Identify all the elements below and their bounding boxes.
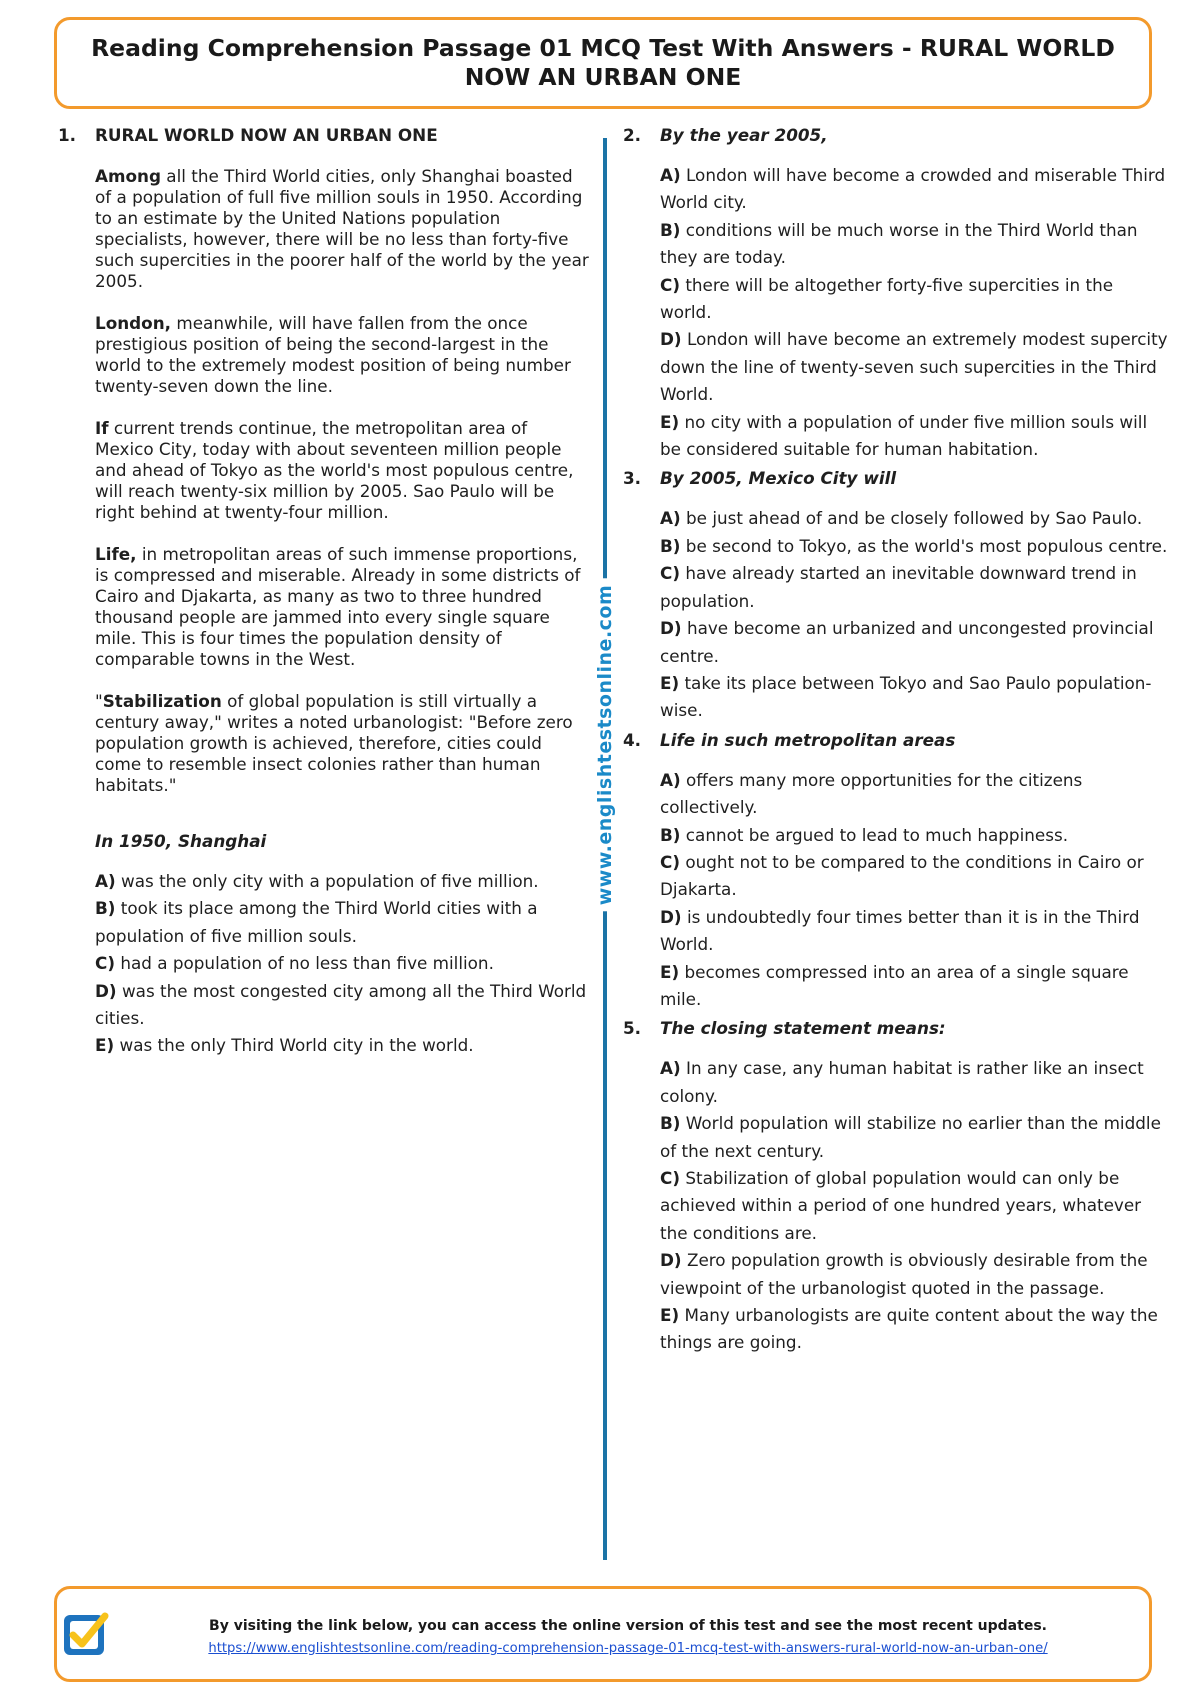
passage-heading: [58, 124, 591, 146]
option-text: London will have become a crowded and miserable Third World city.: [660, 165, 1166, 213]
question-block: [623, 467, 1168, 724]
option-letter: E): [660, 411, 680, 432]
option-letter: D): [660, 906, 682, 927]
question-block: [623, 1017, 1168, 1356]
question-text: The closing statement means:: [660, 1018, 946, 1039]
answer-option[interactable]: [660, 272, 1168, 327]
passage-paragraph: [95, 691, 591, 796]
option-letter: B): [660, 1113, 681, 1134]
answer-options: [660, 162, 1168, 463]
option-text: there will be altogether forty-five supercities in the world.: [660, 274, 1114, 323]
option-text: have become an urbanized and uncongested provincial centre.: [660, 618, 1154, 666]
question-heading: [58, 830, 591, 852]
answer-option[interactable]: [660, 505, 1168, 532]
question-heading: [623, 467, 1168, 489]
option-text: London will have become an extremely modest supercity down the line of twenty-seven such supercities in the Third World.: [660, 329, 1168, 405]
option-text: was the only city with a population of five million.: [115, 871, 539, 891]
paragraph-text: meanwhile, will have fallen from the once prestigious position of being the second-largest in the world to the extremely modest position of being number twenty-seven down the line.: [95, 313, 571, 396]
option-text: becomes compressed into an area of a single square mile.: [660, 961, 1129, 1009]
passage-paragraph: [95, 313, 591, 397]
footer-link[interactable]: https://www.englishtestsonline.com/reading-comprehension-passage-01-mcq-test-with-answers-rural-world-now-an-urban-one/: [208, 1641, 1048, 1656]
footer-text: [117, 1615, 1139, 1660]
passage-title: RURAL WORLD NOW AN URBAN ONE: [95, 125, 438, 145]
option-letter: B): [660, 535, 681, 556]
paragraph-lead-word: If: [95, 418, 109, 438]
paragraph-text: all the Third World cities, only Shanghai boasted of a population of full five million souls in 1950. According to an estimate by the United Nations population specialists, however, there will be no less than forty-five such supercities in the poorer half of the world by the year 2005.: [95, 166, 589, 291]
passage-paragraph: [95, 418, 591, 523]
passage-paragraph: [95, 544, 591, 670]
answer-option[interactable]: [660, 1055, 1168, 1110]
question-number: [58, 830, 95, 852]
paragraph-lead-word: Life,: [95, 544, 137, 564]
option-letter: C): [660, 1168, 680, 1188]
option-letter: B): [660, 824, 681, 845]
option-text: Stabilization of global population would can only be achieved within a period of one hundred years, whatever the conditions are.: [660, 1168, 1142, 1243]
answer-option[interactable]: [660, 670, 1168, 725]
answer-options: [95, 868, 591, 1060]
question-number: 5.: [623, 1018, 642, 1039]
answer-option[interactable]: [660, 1302, 1168, 1357]
option-text: is undoubtedly four times better than it is in the Third World.: [660, 906, 1140, 955]
answer-option[interactable]: [95, 950, 591, 977]
option-text: World population will stabilize no earlier than the middle of the next century.: [660, 1113, 1161, 1161]
title-box: [54, 17, 1152, 109]
option-text: be second to Tokyo, as the world's most populous centre.: [680, 535, 1168, 556]
option-text: conditions will be much worse in the Third World than they are today.: [660, 219, 1138, 268]
paragraph-lead-word: Stabilization: [102, 691, 222, 711]
option-text: ought not to be compared to the conditions in Cairo or Djakarta.: [660, 851, 1144, 900]
option-letter: A): [660, 165, 681, 185]
answer-option[interactable]: [660, 822, 1168, 849]
passage-number: 1.: [58, 125, 77, 145]
answer-option[interactable]: [660, 560, 1168, 615]
right-column: [623, 124, 1168, 1357]
option-letter: D): [660, 329, 682, 350]
option-letter: D): [660, 1250, 682, 1271]
option-letter: D): [95, 980, 117, 1001]
answer-option[interactable]: [660, 615, 1168, 670]
page-title-line-1: Reading Comprehension Passage 01 MCQ Test With Answers - RURAL WORLD: [91, 34, 1115, 62]
option-letter: A): [660, 1058, 681, 1079]
option-text: have already started an inevitable downward trend in population.: [660, 563, 1137, 611]
option-letter: A): [660, 769, 681, 790]
answer-option[interactable]: [660, 1247, 1168, 1302]
option-letter: E): [660, 672, 680, 693]
answer-option[interactable]: [95, 978, 591, 1033]
question-number: 2.: [623, 125, 642, 145]
question-text: Life in such metropolitan areas: [660, 729, 956, 750]
answer-option[interactable]: [660, 1110, 1168, 1165]
option-text: be just ahead of and be closely followed by Sao Paulo.: [680, 508, 1143, 529]
question-text: By 2005, Mexico City will: [660, 468, 897, 489]
answer-option[interactable]: [660, 767, 1168, 822]
option-text: no city with a population of under five million souls will be considered suitable for human habitation.: [660, 411, 1148, 460]
option-text: offers many more opportunities for the citizens collectively.: [660, 769, 1083, 818]
question-text: By the year 2005,: [660, 125, 828, 145]
answer-option[interactable]: [660, 409, 1168, 464]
question-block: [623, 729, 1168, 1014]
option-letter: D): [660, 618, 682, 639]
option-text: Zero population growth is obviously desirable from the viewpoint of the urbanologist quoted in the passage.: [660, 1250, 1148, 1298]
question-text: In 1950, Shanghai: [95, 831, 267, 851]
answer-option[interactable]: [95, 868, 591, 895]
option-text: Many urbanologists are quite content about the way the things are going.: [660, 1305, 1158, 1353]
question-heading: [623, 1017, 1168, 1039]
left-column: [58, 124, 591, 1060]
answer-option[interactable]: [660, 162, 1168, 217]
question-number: 3.: [623, 468, 642, 489]
paragraph-lead-word: Among: [95, 166, 161, 186]
page-title-line-2: NOW AN URBAN ONE: [464, 63, 742, 91]
option-letter: B): [95, 898, 116, 919]
answer-option[interactable]: [660, 849, 1168, 904]
option-text: take its place between Tokyo and Sao Paulo population-wise.: [660, 672, 1152, 721]
answer-option[interactable]: [95, 1032, 591, 1059]
answer-option[interactable]: [660, 533, 1168, 560]
answer-options: [660, 767, 1168, 1014]
paragraph-quote-mark: ": [95, 691, 103, 711]
passage-body: [95, 166, 591, 796]
option-letter: B): [660, 219, 681, 240]
option-letter: C): [660, 274, 680, 295]
question-heading: [623, 729, 1168, 751]
answer-options: [660, 1055, 1168, 1356]
footer-box: [54, 1586, 1152, 1682]
question-block: [623, 124, 1168, 463]
option-text: was the most congested city among all the Third World cities.: [95, 980, 587, 1029]
option-letter: C): [95, 953, 115, 974]
paragraph-text: current trends continue, the metropolitan area of Mexico City, today with about seventeen million people and ahead of Tokyo as the world's most populous centre, will reach twenty-six million by 2005. Sao Paulo will be right behind at twenty-four million.: [95, 418, 574, 522]
paragraph-text: of global population is still virtually a century away," writes a noted urbanologist: "Before zero population growth is achieved, therefore, cities could come to resemble insect colonies rather than human habitats.": [95, 691, 573, 795]
paragraph-text: in metropolitan areas of such immense proportions, is compressed and miserable. Already in some districts of Cairo and Djakarta, as many as two to three hundred thousand people are jammed into every single square mile. This is four times the population density of comparable towns in the West.: [95, 544, 581, 669]
answer-option[interactable]: [660, 1165, 1168, 1247]
option-text: took its place among the Third World cities with a population of five million souls.: [95, 898, 538, 946]
paragraph-lead-word: London,: [95, 313, 172, 333]
question-block: [58, 830, 591, 1060]
watermark-text: www.englishtestsonline.com: [584, 579, 626, 912]
option-letter: E): [95, 1035, 115, 1056]
checkbox-check-icon: [61, 1610, 111, 1660]
question-number: 4.: [623, 729, 642, 750]
option-letter: A): [95, 871, 116, 891]
option-letter: C): [660, 563, 680, 584]
answer-option[interactable]: [660, 326, 1168, 408]
option-text: had a population of no less than five million.: [115, 953, 494, 974]
question-heading: [623, 124, 1168, 146]
answer-options: [660, 505, 1168, 724]
passage-paragraph: [95, 166, 591, 292]
answer-option[interactable]: [660, 904, 1168, 959]
answer-option[interactable]: [95, 895, 591, 950]
option-text: cannot be argued to lead to much happiness.: [680, 824, 1069, 845]
option-letter: C): [660, 851, 680, 872]
answer-option[interactable]: [660, 959, 1168, 1014]
option-letter: E): [660, 961, 680, 982]
footer-message: By visiting the link below, you can access the online version of this test and see the most recent updates.: [209, 1618, 1047, 1634]
option-letter: A): [660, 508, 681, 529]
option-text: In any case, any human habitat is rather like an insect colony.: [660, 1058, 1144, 1106]
option-letter: E): [660, 1305, 680, 1326]
option-text: was the only Third World city in the world.: [114, 1035, 474, 1056]
answer-option[interactable]: [660, 217, 1168, 272]
